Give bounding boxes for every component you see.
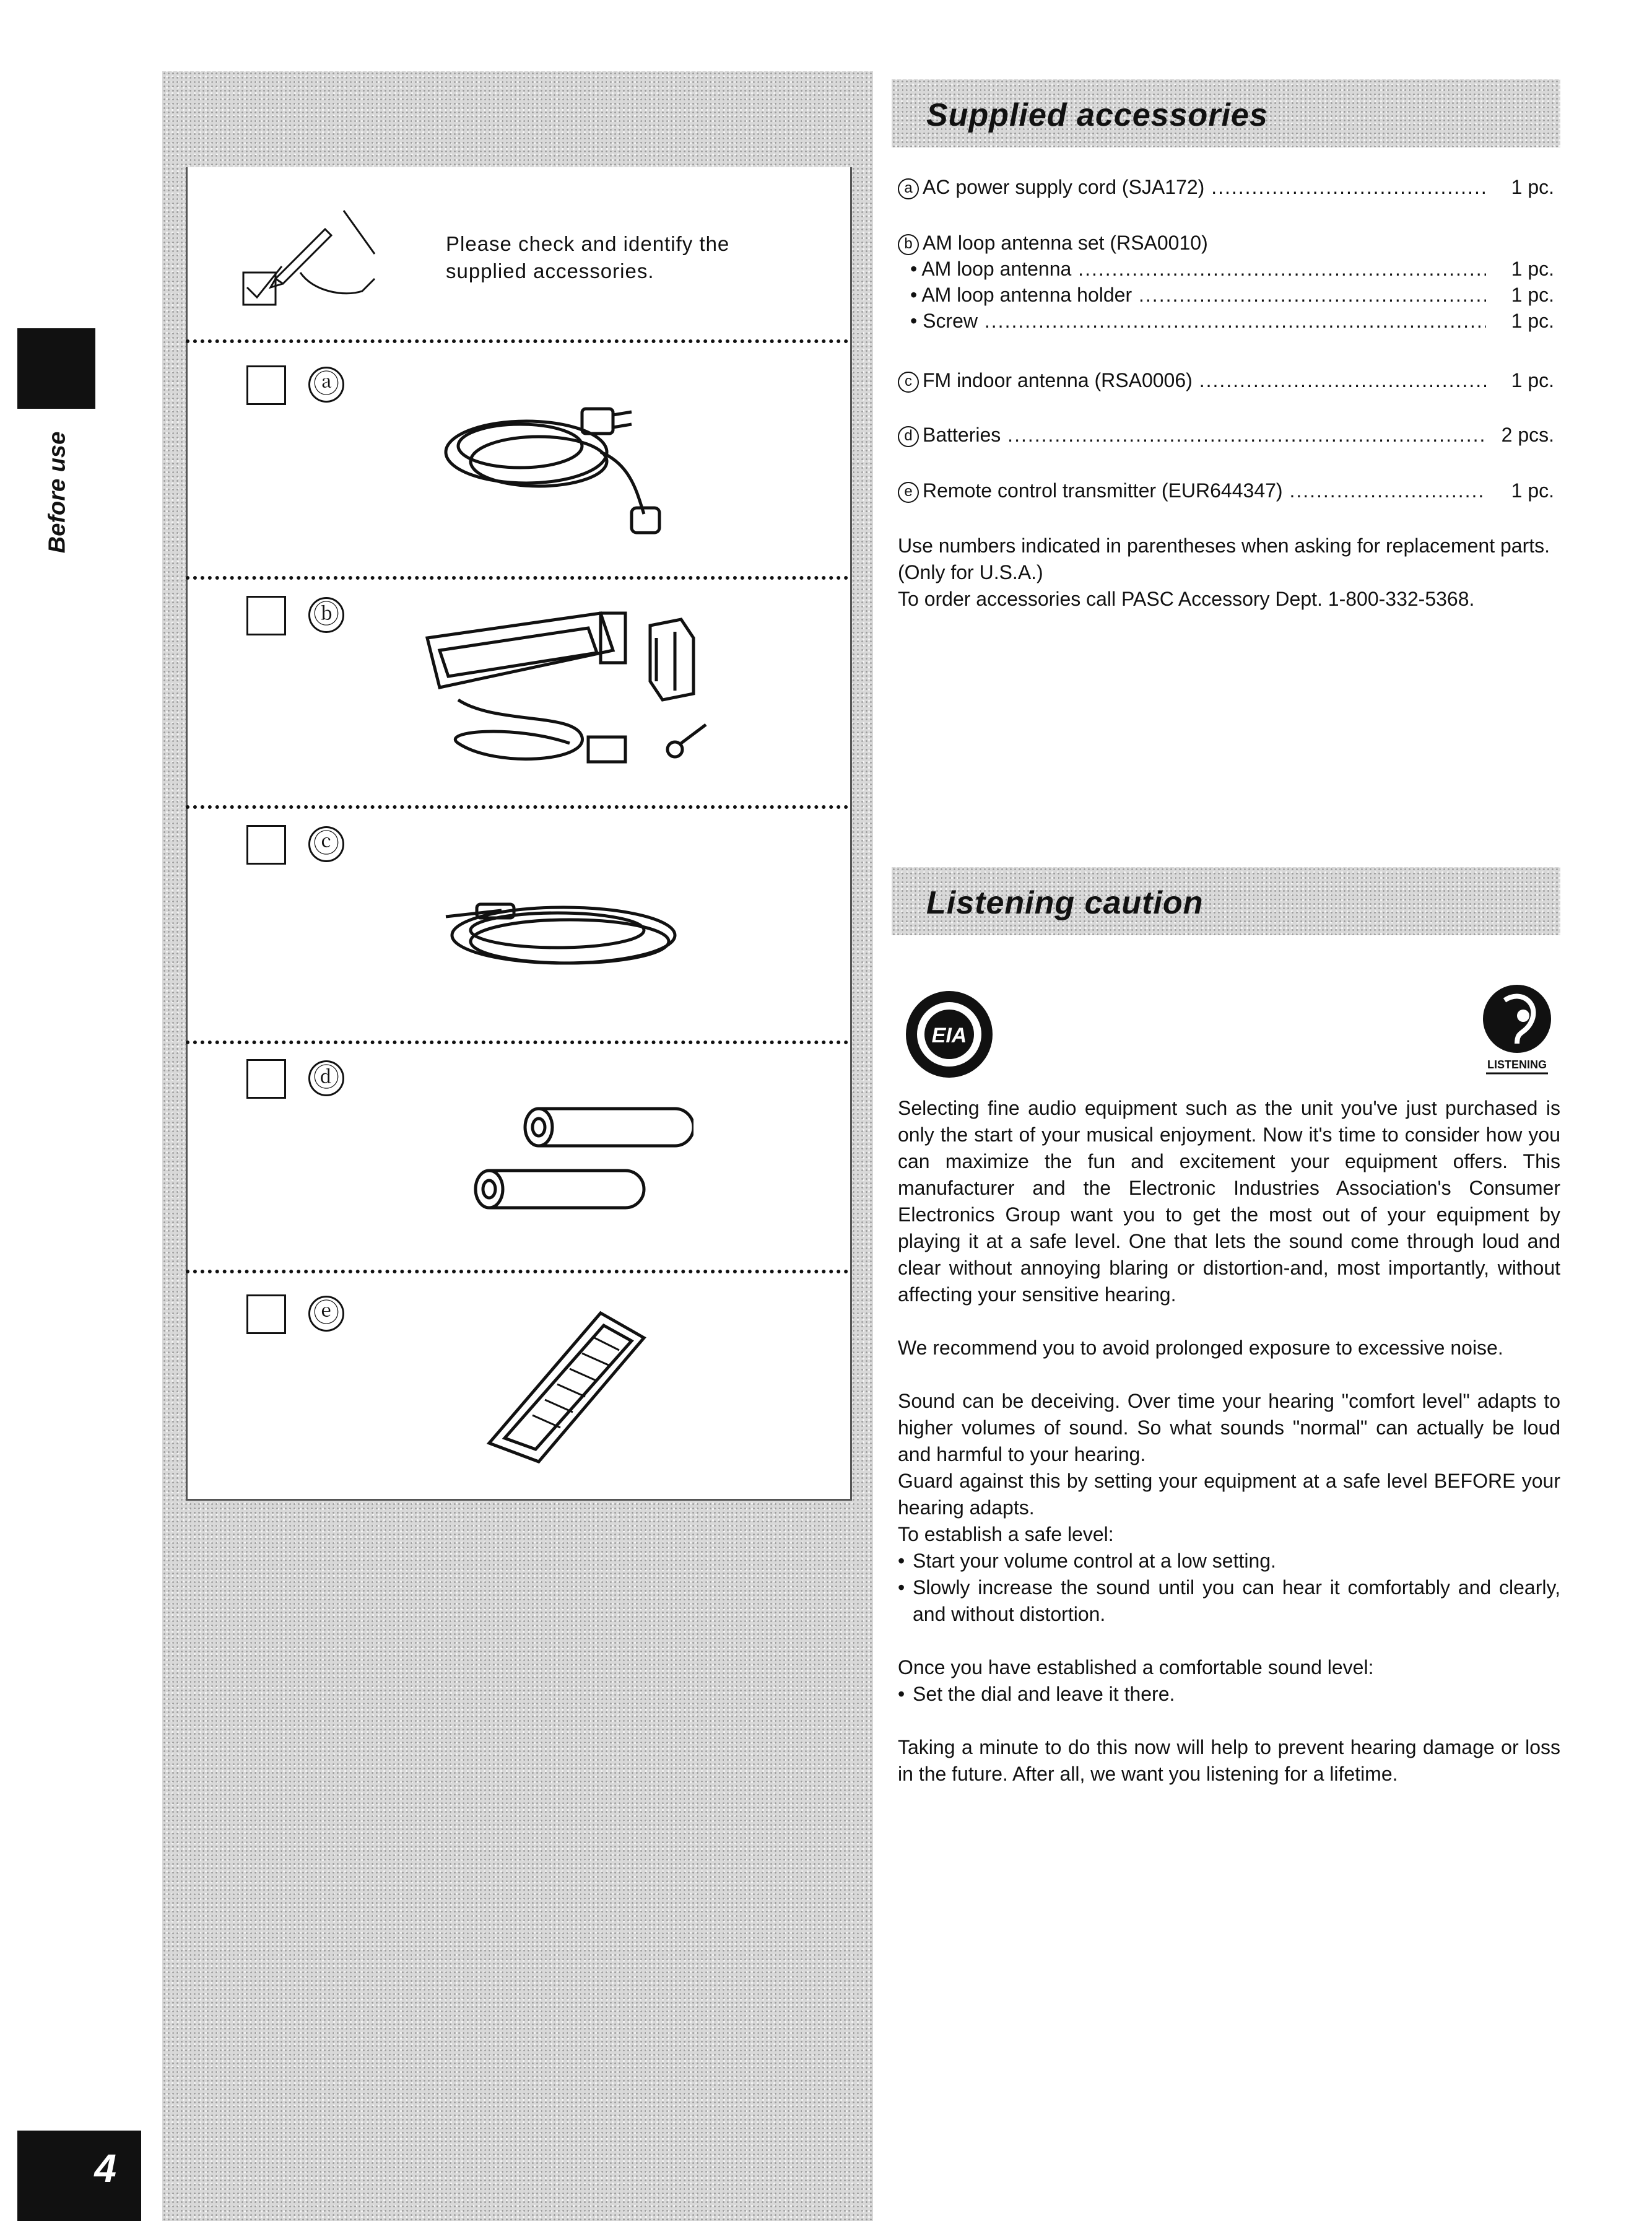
- accessory-line-b: b AM loop antenna set (RSA0010): [898, 230, 1554, 255]
- caution-paragraph: Selecting fine audio equipment such as the unit you've just purchased is only the start of your musical enjoyment. Now it's time to consider how you can maximize the fun and excitement your equipment offers. This manufacturer and the Electronic Industries Association's Consumer Electronics Group want you to get the most out of your equipment by playing it at a safe level. One that lets the sound come through loud and clear without annoying blaring or distortion-and, most importantly, without affecting your sensitive hearing.: [898, 1097, 1560, 1306]
- accessory-qty: 1 pc.: [1508, 478, 1554, 503]
- page-number: 4: [94, 2146, 116, 2191]
- divider: [186, 1041, 848, 1044]
- page-number-box: [17, 2131, 141, 2221]
- caution-paragraph: To establish a safe level:: [898, 1523, 1114, 1545]
- checklist-intro: Please check and identify the supplied accessories.: [446, 232, 730, 282]
- pen-check-icon: [238, 204, 381, 322]
- ac-cord-icon: [433, 384, 669, 545]
- svg-text:LISTENING: LISTENING: [1487, 1058, 1547, 1071]
- checkbox-b[interactable]: [246, 596, 286, 635]
- listening-caution-title: Listening caution: [926, 885, 1204, 921]
- supplied-accessories-header: [892, 79, 1560, 147]
- checkbox-c[interactable]: [246, 825, 286, 865]
- caution-paragraph: Guard against this by setting your equipment at a safe level BEFORE your hearing adapts.: [898, 1470, 1560, 1519]
- safe-level-steps: [898, 1548, 1560, 1628]
- remote-control-icon: [477, 1301, 663, 1474]
- list-item: • Start your volume control at a low setting.: [898, 1548, 1560, 1574]
- accessory-notes: [898, 533, 1560, 613]
- side-marker-block: [17, 328, 95, 409]
- listening-logo: [1480, 982, 1554, 1081]
- supplied-accessories-title: Supplied accessories: [926, 97, 1268, 133]
- accessory-qty: 2 pcs.: [1498, 422, 1554, 447]
- divider: [186, 1270, 848, 1273]
- batteries-icon: [471, 1102, 693, 1226]
- item-label-e: ⓔ: [308, 1296, 344, 1332]
- divider: [186, 339, 848, 343]
- replacement-note: Use numbers indicated in parentheses when asking for replacement parts.: [898, 535, 1550, 557]
- checkbox-e[interactable]: [246, 1294, 286, 1334]
- caution-paragraph: Sound can be deceiving. Over time your hearing "comfort level" adapts to higher volumes of sound. So what sounds "normal" can actually be loud and harmful to your hearing.: [898, 1390, 1560, 1465]
- section-tab: [24, 421, 92, 564]
- caution-paragraph: Once you have established a comfortable sound level:: [898, 1656, 1374, 1678]
- am-loop-antenna-icon: [421, 601, 718, 787]
- list-item: • Slowly increase the sound until you can hear it comfortably and clearly, and without distortion.: [898, 1574, 1560, 1628]
- list-item: • Set the dial and leave it there.: [898, 1681, 1560, 1708]
- accessory-qty: 1 pc.: [1508, 256, 1554, 281]
- checkbox-a[interactable]: [246, 365, 286, 405]
- eia-logo: [903, 988, 996, 1081]
- item-label-a: ⓐ: [308, 367, 344, 403]
- item-label-c: ⓒ: [308, 826, 344, 862]
- item-label-d: ⓓ: [308, 1060, 344, 1096]
- section-tab-label: Before use: [44, 431, 71, 554]
- order-note: To order accessories call PASC Accessory Dept. 1-800-332-5368.: [898, 588, 1475, 610]
- accessory-qty: 1 pc.: [1508, 175, 1554, 199]
- checkbox-d[interactable]: [246, 1059, 286, 1099]
- accessory-qty: 1 pc.: [1508, 368, 1554, 393]
- accessory-qty: 1 pc.: [1508, 308, 1554, 333]
- fm-antenna-icon: [440, 892, 700, 991]
- item-label-b: ⓑ: [308, 597, 344, 633]
- usa-note: (Only for U.S.A.): [898, 561, 1043, 583]
- comfortable-level-steps: [898, 1681, 1560, 1708]
- svg-text:EIA: EIA: [931, 1024, 967, 1047]
- divider: [186, 805, 848, 809]
- caution-paragraph: Taking a minute to do this now will help to prevent hearing damage or loss in the future. After all, we want you listening for a lifetime.: [898, 1736, 1560, 1785]
- divider: [186, 576, 848, 580]
- listening-caution-body: [898, 1095, 1560, 1787]
- caution-paragraph: We recommend you to avoid prolonged exposure to excessive noise.: [898, 1337, 1503, 1359]
- listening-caution-header: [892, 867, 1560, 935]
- accessory-qty: 1 pc.: [1508, 282, 1554, 307]
